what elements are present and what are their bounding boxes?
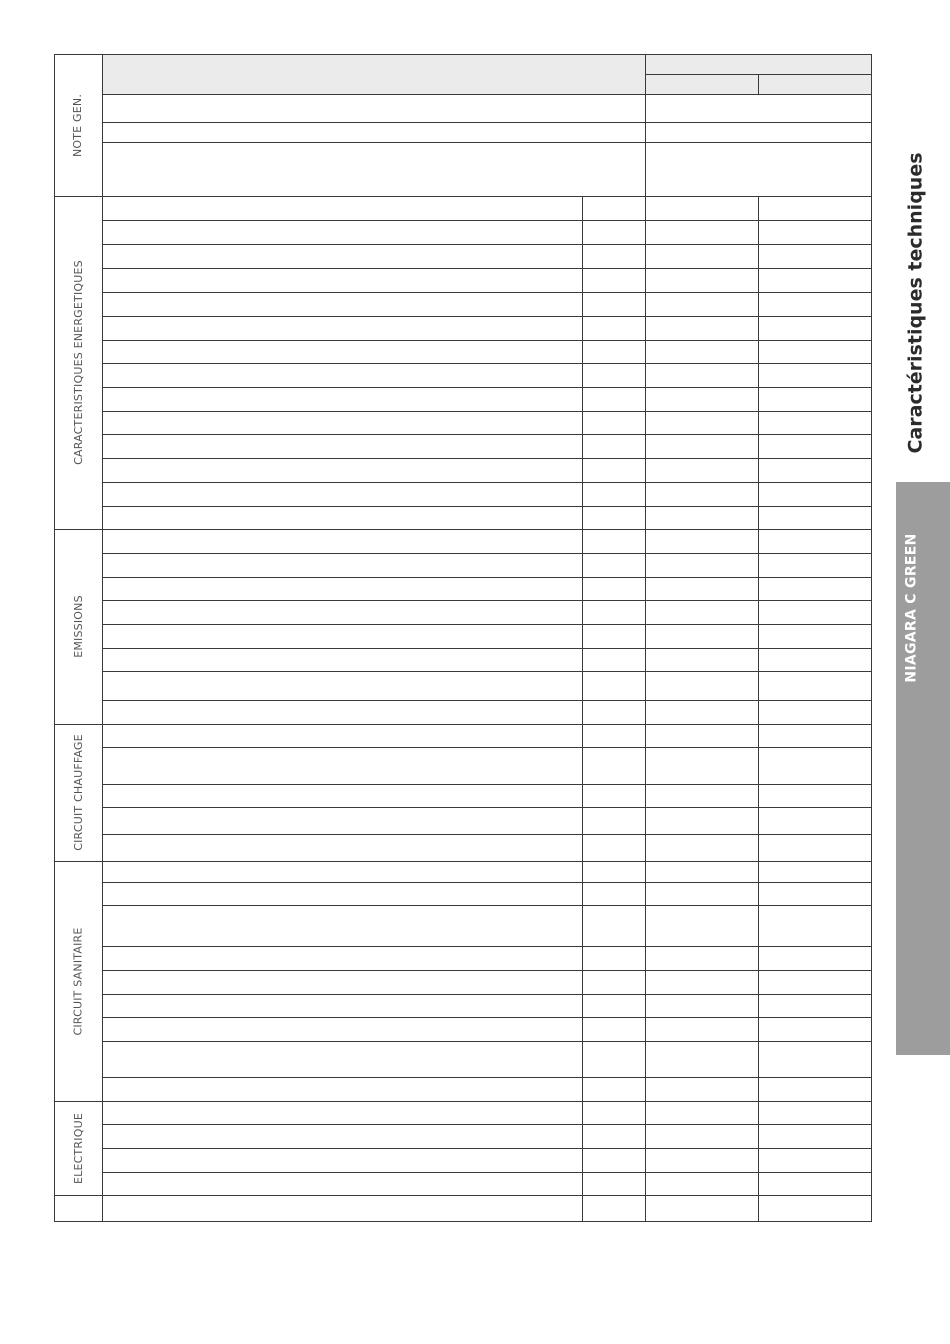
row-line (102, 387, 872, 388)
row-line (102, 970, 872, 971)
row-line (102, 1017, 872, 1018)
row-line (102, 648, 872, 649)
section-line (54, 861, 872, 862)
header-line (102, 94, 646, 95)
row-line (102, 316, 872, 317)
value-split-line (758, 196, 759, 1222)
row-line (102, 700, 872, 701)
section-label-electrique: ELECTRIQUE (71, 1112, 85, 1184)
row-line (102, 1077, 872, 1078)
page-title: Caractéristiques techniques (905, 151, 927, 454)
row-line (102, 482, 872, 483)
row-line (102, 671, 872, 672)
value-column-line (645, 196, 646, 1222)
row-line (102, 244, 872, 245)
row-line (102, 363, 872, 364)
row-line (102, 220, 872, 221)
section-label-note-gen: NOTE GEN. (71, 93, 85, 158)
header-split-line (758, 74, 759, 95)
product-tab-label: NIAGARA C GREEN (904, 532, 920, 683)
row-line (102, 458, 872, 459)
row-line (102, 600, 872, 601)
section-label-caracteristiques-energetiques: CARACTERISTIQUES ENERGETIQUES (71, 260, 85, 465)
row-line (102, 434, 872, 435)
section-line (54, 1101, 872, 1102)
row-line (102, 747, 872, 748)
section-line (54, 724, 872, 725)
section-column-line (102, 54, 103, 1222)
section-line (54, 1195, 872, 1196)
table-border-bottom (54, 1221, 872, 1222)
table-border-top (54, 54, 872, 55)
section-line (54, 196, 872, 197)
row-line (102, 1172, 872, 1173)
row-line (102, 624, 872, 625)
row-line (102, 994, 872, 995)
row-line (102, 142, 872, 143)
section-line (54, 529, 872, 530)
row-line (102, 1124, 872, 1125)
row-line (102, 340, 872, 341)
row-line (102, 292, 872, 293)
row-line (102, 411, 872, 412)
row-line (102, 807, 872, 808)
table-border-right (871, 54, 872, 1222)
row-line (102, 834, 872, 835)
row-line (102, 553, 872, 554)
value-column-line (645, 54, 646, 197)
row-line (102, 1041, 872, 1042)
row-line (102, 506, 872, 507)
section-label-emissions: EMISSIONS (71, 595, 85, 658)
section-label-circuit-sanitaire: CIRCUIT SANITAIRE (71, 926, 85, 1036)
unit-column-line (582, 196, 583, 1222)
row-line (102, 905, 872, 906)
row-line (102, 882, 872, 883)
row-line (102, 122, 872, 123)
section-label-circuit-chauffage: CIRCUIT CHAUFFAGE (71, 734, 85, 851)
row-line (102, 1148, 872, 1149)
row-line (102, 946, 872, 947)
row-line (102, 268, 872, 269)
row-line (102, 784, 872, 785)
row-line (102, 577, 872, 578)
